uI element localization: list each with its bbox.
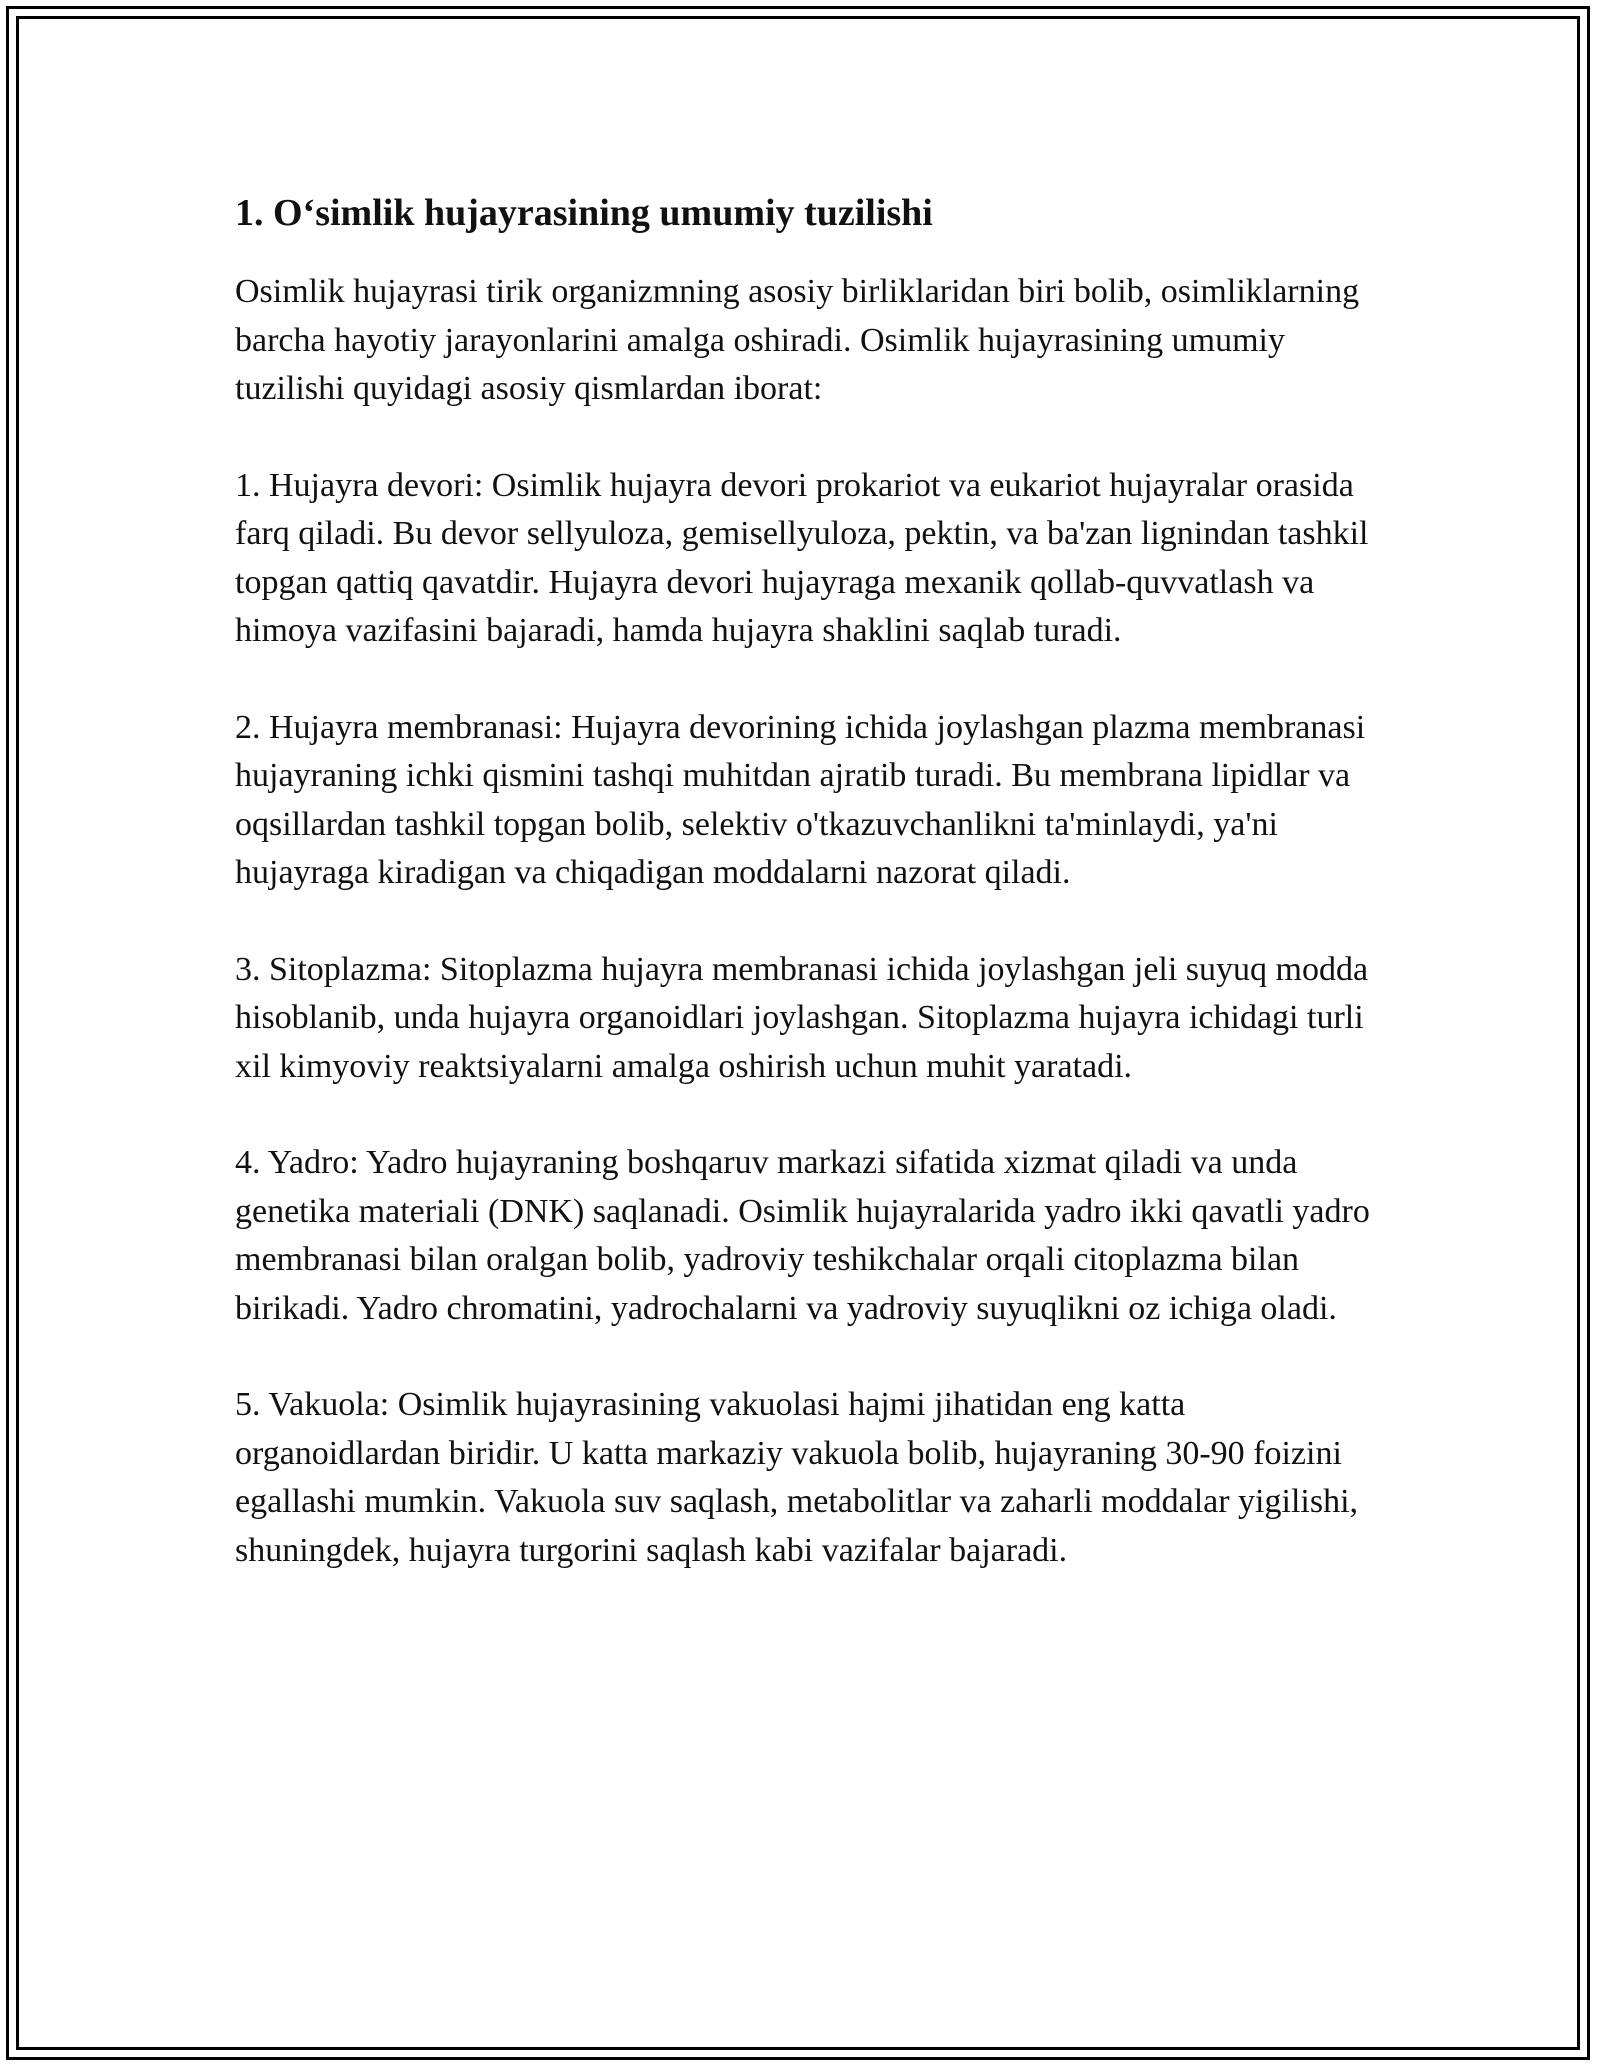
paragraph-cell-wall: 1. Hujayra devori: Osimlik hujayra devori prokariot va eukariot hujayralar orasida farq qiladi. Bu devor sellyuloza, gemisellyuloza, pektin, va ba'zan lignindan tashkil topgan qattiq qavatdir. Hujayra devori hujayraga mexanik qollab-quvvatlash va himoya vazifasini bajaradi, hamda hujayra shaklini saqlab turadi. (235, 466, 1369, 649)
document-title: 1. O‘simlik hujayrasining umumiy tuzilishi (235, 192, 933, 234)
paragraph-vacuole: 5. Vakuola: Osimlik hujayrasining vakuolasi hajmi jihatidan eng katta organoidlardan biridir. U katta markaziy vakuola bolib, hujayraning 30-90 foizini egallashi mumkin. Vakuola suv saqlash, metabolitlar va zaharli moddalar yigilishi, shuningdek, hujayra turgorini saqlash kabi vazifalar bajaradi. (235, 1386, 1359, 1569)
document-body (235, 188, 1385, 1623)
paragraph-intro: Osimlik hujayrasi tirik organizmning asosiy birliklaridan biri bolib, osimliklarning barcha hayotiy jarayonlarini amalga oshiradi. Osimlik hujayrasining umumiy tuzilishi quyidagi asosiy qismlardan iborat: (235, 273, 1360, 407)
paragraph-cytoplasm: 3. Sitoplazma: Sitoplazma hujayra membranasi ichida joylashgan jeli suyuq modda hisoblanib, unda hujayra organoidlari joylashgan. Sitoplazma hujayra ichidagi turli xil kimyoviy reaktsiyalarni amalga oshirish uchun muhit yaratadi. (235, 950, 1369, 1085)
paragraph-cell-membrane: 2. Hujayra membranasi: Hujayra devorining ichida joylashgan plazma membranasi hujayraning ichki qismini tashqi muhitdan ajratib turadi. Bu membrana lipidlar va oqsillardan tashkil topgan bolib, selektiv o'tkazuvchanlikni ta'minlaydi, ya'ni hujayraga kiradigan va chiqadigan moddalarni nazorat qiladi. (235, 708, 1366, 891)
paragraph-nucleus: 4. Yadro: Yadro hujayraning boshqaruv markazi sifatida xizmat qiladi va unda genetika materiali (DNK) saqlanadi. Osimlik hujayralarida yadro ikki qavatli yadro membranasi bilan oralgan bolib, yadroviy teshikchalar orqali citoplazma bilan birikadi. Yadro chromatini, yadrochalarni va yadroviy suyuqlikni oz ichiga oladi. (235, 1144, 1370, 1327)
